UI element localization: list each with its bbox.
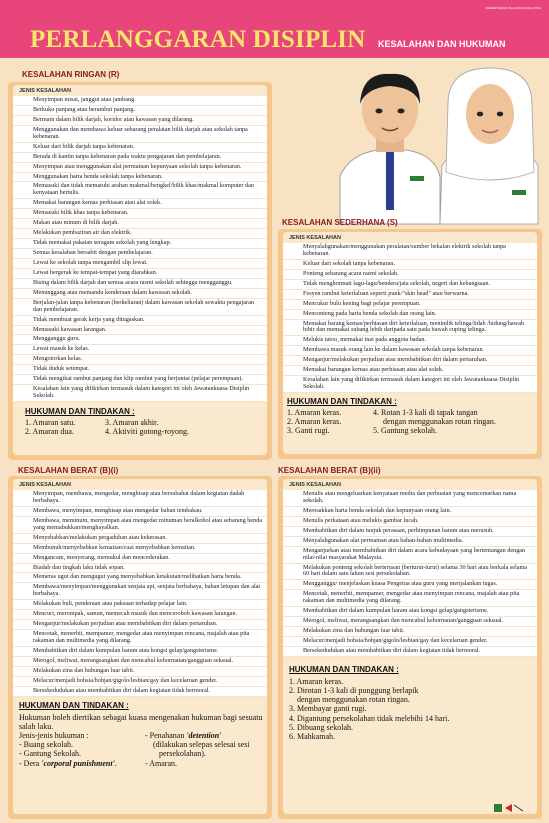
sederhana-list-item: Keluar dari sekolah tanpa kebenaran. [283, 260, 537, 270]
berat-i-list-item: Melakukan buli, penderaan atau paksaan terhadap pelajar lain. [13, 600, 267, 610]
ringan-jenis-label: JENIS KESALAHAN [19, 88, 71, 94]
sederhana-list-item: Membawa masuk orang lain ke dalam kawasan sekolah tanpa kebenaran. [283, 346, 537, 356]
berat-i-hukuman-item: (dilakukan selepas selesai sesi [153, 740, 250, 750]
sederhana-list-item: Kesalahan lain yang difikirkan termasuk dalam kategori ini oleh Jawatankuasa Disiplin Sekolah. [283, 376, 537, 393]
ringan-list-item: Memakai barangan kemas perhiasan atau alat solek. [13, 199, 267, 209]
berat-i-list-item: Menyimpan, membawa, mengedar, menghisap atau bersubahat dalam kegiatan dadah berbahaya. [13, 490, 267, 507]
berat-ii-list [283, 490, 537, 657]
corporal-punishment-text: 'corporal punishment' [41, 758, 115, 768]
ringan-list-item: Memasuki kawasan larangan. [13, 326, 267, 336]
sederhana-hukuman-item: 5. Gantung sekolah. [373, 426, 437, 436]
berat-ii-panel [278, 476, 542, 819]
ringan-list-item: Menyimpan misai, janggut atau jambang. [13, 96, 267, 106]
ringan-list-item: Lewat bergerak ke tempat-tempat yang diarahkan. [13, 269, 267, 279]
dera-label: - Dera [19, 758, 40, 768]
berat-i-inner [13, 479, 267, 814]
sederhana-list-item: Ponteng sebarang acara rasmi sekolah. [283, 270, 537, 280]
berat-ii-list-item: Melacur/menjadi bohsia/bohjan/gigolo/lesbian/gay dan kecelaruan gender. [283, 637, 537, 647]
ringan-hukuman-item: 4. Aktiviti gotong-royong. [105, 427, 189, 437]
berat-i-list-item: Merogol, meliwat, merangsangkan dan mencabul kehormatan/gangguan seksual. [13, 657, 267, 667]
berat-ii-list-item: Menulis perkataan atau melukis gambar lucah. [283, 517, 537, 527]
berat-ii-list-item: Menulis atau mengeluarkan kenyataan media dan perbuatan yang mencemarkan nama sekolah. [283, 490, 537, 507]
berat-ii-hukuman-item: 5. Dibuang sekolah. [289, 722, 353, 732]
berat-ii-list-item: Mencetak, menerbit, mempamer, mengedar atau menyimpan rencana, majalah atau pita rakaman dan multimedia yang dilarang. [283, 590, 537, 607]
ringan-list-item: Bermain dalam bilik darjah, koridor atau kawasan yang dilarang. [13, 116, 267, 126]
ringan-list-item: Menggunakan harta benda sekolah tanpa kebenaran. [13, 173, 267, 183]
sederhana-list-item: Mencukur bulu kening bagi pelajar perempuan. [283, 300, 537, 310]
berat-i-hukuman-title: HUKUMAN DAN TINDAKAN : [19, 700, 129, 710]
berat-ii-hukuman-item: 4. Digantung persekolahan tidak melebihi 14 hari. [289, 713, 450, 723]
berat-i-hukuman-item: - Dera 'corporal punishment'. [19, 758, 117, 768]
berat-ii-list-item: Melakukan ponteng sekolah berterusan (berturut-turut) selama 30 hari atau berkala selama 60 hari dalam satu tahun sesi persekolahan. [283, 564, 537, 581]
ringan-list-item: Tidak mengikat rambut panjang dan klip rambut yang berjuntai (pelajar perempuan). [13, 375, 267, 385]
berat-ii-hukuman-item: 1. Amaran keras. [289, 676, 344, 686]
sederhana-inner [283, 232, 537, 454]
berat-i-hukuman-item: persekolahan). [159, 749, 206, 759]
ringan-hukuman-item: 3. Amaran akhir. [105, 418, 159, 427]
berat-i-hukuman-intro: Hukuman boleh diertikan sebagai kuasa mengenakan hukuman bagi sesuatu salah laku. [19, 712, 263, 731]
ringan-title: KESALAHAN RINGAN (R) [22, 70, 120, 79]
ringan-list-item: Berjalan-jalan tanpa kebenaran (berkeliaran) dalam kawasan sekolah sewaktu pengajaran dan pembelajaran. [13, 299, 267, 316]
sederhana-panel [278, 229, 542, 459]
ringan-list-item: Bising dalam bilik darjah dan semua acara rasmi sekolah sehingga mengganggu. [13, 279, 267, 289]
berat-ii-hukuman-list [289, 677, 537, 741]
berat-i-list [13, 490, 267, 697]
berat-ii-hukuman [283, 657, 537, 741]
berat-i-list-item: Menganjur/melakukan perjudian atau membabitkan diri dalam pertaruhan. [13, 620, 267, 630]
sederhana-hukuman-item: 4. Rotan 1-3 kali di tapak tangan [373, 408, 478, 417]
students-illustration [290, 64, 540, 226]
sederhana-list-item: Memakai barang kemas/perhiasan diri keterlaluan, menindik telinga/lidah /hidung/bawah bibir dan memakai subang lebih daripada satu pada bawah cuping telinga. [283, 320, 537, 337]
sederhana-list-item: Menganjur/melakukan perjudian atau membabitkan diri dalam pertaruhan. [283, 356, 537, 366]
sederhana-jenis-label: JENIS KESALAHAN [289, 235, 341, 241]
berat-i-list-item: Mengancam, menyerang, memukul dan mencederakan. [13, 554, 267, 564]
ringan-list-item: Memasuki dan tidak mematuhi arahan makmal/bengkel/bilik khas/makmal komputer dan kenyataan bertulis. [13, 182, 267, 199]
ringan-list-item: Menggunakan dan membawa keluar sebarang peralatan bilik darjah atau sekolah tanpa kebenaran. [13, 126, 267, 143]
header-banner [0, 0, 549, 58]
berat-i-list-item: Biadab dan tingkah laku tidak sopan. [13, 564, 267, 574]
berat-i-list-item: Membunuh/menyebabkan kematian/cuai menyebabkan kematian. [13, 544, 267, 554]
berat-ii-list-item: Mengganggu/ menjelaskan kuasa Pengetua atau guru yang menjalankan tugas. [283, 580, 537, 590]
berat-i-panel [8, 476, 272, 819]
berat-i-hukuman [13, 697, 267, 768]
ringan-list-item: Menyimpan atau menggunakan alat permainan kepunyaan sekolah tanpa kebenaran. [13, 163, 267, 173]
berat-ii-list-item: Membabitkan diri dalam kumpulan haram atau kongsi gelap/gangsterisme. [283, 607, 537, 617]
sederhana-hukuman-item: dengan menggunakan rotan ringan. [383, 417, 496, 427]
sederhana-list-item: Tidak menghormati lagu-lagu/bendera/jata sekolah, negeri dan kebangsaan. [283, 280, 537, 290]
ringan-list-item: Semua kesalahan bersabit dengan pembelajaran. [13, 249, 267, 259]
berat-i-list-item: Membawa, meminum, menyimpan atau mengedar minuman beralkohol atau sebarang benda yang memabukkan/menghayalkan. [13, 517, 267, 534]
boy-student-icon [340, 74, 440, 224]
ringan-list-item: Mengganggu guru. [13, 335, 267, 345]
girl-student-icon [440, 68, 538, 224]
ringan-list-item: Tidak membuat gerak kerja yang ditugaskan. [13, 316, 267, 326]
sederhana-list-item: Fesyen rambut keterlaluan seperti punk/"skin head" atau berwarna. [283, 290, 537, 300]
berat-i-list-item: Mencuri, merompak, samun, memecah masuk dan mencerobob kawasan larangan. [13, 610, 267, 620]
ringan-list-item: Keluar dari bilik darjah tanpa kebenaran. [13, 143, 267, 153]
berat-ii-hukuman-item: dengan menggunakan rotan ringan. [289, 695, 410, 705]
berat-i-list-item: Menyebabkan/melakukan pergaduhan atau kekerasan. [13, 534, 267, 544]
ringan-list-item: Memasuki bilik khas tanpa kebenaran. [13, 209, 267, 219]
ringan-hukuman [13, 402, 267, 436]
berat-i-hukuman-item: - Amaran. [145, 758, 177, 768]
berat-i-title: KESALAHAN BERAT (B)(i) [18, 466, 119, 475]
sederhana-list-item: Memakai barangan kemas atau perhiasan atau alat solek. [283, 366, 537, 376]
penahanan-label: - Penahanan [145, 731, 185, 740]
berat-ii-list-item: Menganjurkan atau membabitkan diri dalam acara kebudayaan yang bertentangan dengan nilai-nilai masyarakat Malaysia. [283, 547, 537, 564]
sederhana-hukuman-item: 1. Amaran keras. [287, 408, 342, 417]
berat-i-list-item: Memeras ugut dan mengugut yang menyebabkan ketakutan/melibatkan harta benda. [13, 573, 267, 583]
sederhana-list-item: Menyalahgunakan/menggunakan peralatan/sumber bekalan elektrik sekolah tanpa kebenaran. [283, 243, 537, 260]
sederhana-list-item: Menconteng pada harta benda sekolah dan orang lain. [283, 310, 537, 320]
sederhana-title: KESALAHAN SEDERHANA (S) [282, 218, 398, 227]
berat-ii-list-item: Merogol, meliwat, merangsangkan dan mencabul kehormatan/gangguan seksual. [283, 617, 537, 627]
sederhana-list [283, 243, 537, 393]
sederhana-list-item: Melukis tatoo, memakai inai pada anggota badan. [283, 336, 537, 346]
ringan-hukuman-item: 2. Amaran dua. [25, 427, 74, 437]
berat-ii-hukuman-item: 2. Dirotan 1-3 kali di punggung berlapik [289, 686, 419, 696]
page-subtitle: KESALAHAN DAN HUKUMAN [378, 39, 506, 49]
header-tiny-text: KEMENTERIAN PELAJARAN MALAYSIA [485, 6, 541, 10]
ringan-list-item: Berada di kantin tanpa kebenaran pada waktu pengajaran dan pembelajaran. [13, 153, 267, 163]
berat-ii-list-item: Menyalahgunakan alat permainan atau bahan-bahan multimedia. [283, 537, 537, 547]
sederhana-hukuman-item: 2. Amaran keras. [287, 417, 342, 427]
berat-ii-inner [283, 479, 537, 814]
berat-i-hukuman-item [145, 731, 250, 740]
ringan-list-item: Mengotorkan kelas. [13, 355, 267, 365]
berat-i-list-item: Membawa, menyimpan, menghisap atau mengedar bahan tembakau. [13, 507, 267, 517]
berat-ii-list-item: Membabitkan diri dalam tunjuk perasaan, perhimpunan haram atau merusuh. [283, 527, 537, 537]
berat-ii-list-item: Melakukan zina dan hubungan luar tabii. [283, 627, 537, 637]
ringan-list-item: Makan atau minum di bilik darjah. [13, 219, 267, 229]
sederhana-hukuman-title: HUKUMAN DAN TINDAKAN : [287, 397, 397, 406]
ringan-hukuman-item: 1. Amaran satu. [25, 418, 76, 427]
berat-i-list-item: Mencetak, menerbit, mempamer, mengedar atau menyimpan rencana, majalah atau pita rakaman dan multimedia yang dilarang. [13, 630, 267, 647]
ringan-list-item: Melakukan pembaziran air dan elektrik. [13, 229, 267, 239]
ringan-list-item: Tidak memakai pakaian seragam sekolah yang lengkap. [13, 239, 267, 249]
berat-i-list-item: Melacur/menjadi bohsia/bohjan/gigolo/lesbian/gay dan kecelaruan gender. [13, 677, 267, 687]
berat-ii-jenis-label: JENIS KESALAHAN [289, 482, 341, 488]
berat-i-list-item: Melakukan zina dan hubungan luar tabii. [13, 667, 267, 677]
ringan-list-item: Berkuku panjang atau berambut panjang. [13, 106, 267, 116]
berat-i-hukuman-item: - Buang sekolah. [19, 740, 73, 750]
berat-i-list-item: Bersekedudukan atau membabitkan diri dalam kegiatan tidak bermoral. [13, 687, 267, 697]
ringan-panel [8, 82, 272, 460]
page-title: PERLANGGARAN DISIPLIN [30, 26, 366, 53]
berat-i-jenis-label: JENIS KESALAHAN [19, 482, 71, 488]
ringan-list [13, 96, 267, 402]
berat-ii-list-item: Bersekedudukan atau membabitkan diri dalam kegiatan tidak bermoral. [283, 647, 537, 657]
ringan-hukuman-title: HUKUMAN DAN TINDAKAN : [25, 407, 135, 416]
berat-i-jenis-hukuman: Jenis-jenis hukuman : [19, 731, 89, 740]
berat-ii-list-item: Merosakkan harta benda sekolah dan kepunyaan orang lain. [283, 507, 537, 517]
berat-ii-hukuman-item: 6. Mahkamah. [289, 732, 335, 741]
ringan-list-item: Lewat ke sekolah tanpa mengambil slip lewat. [13, 259, 267, 269]
berat-i-list-item: Membabitkan diri dalam kumpulan haram atau kongsi gelap/gangsterisme. [13, 647, 267, 657]
ringan-list-item: Kesalahan lain yang difikirkan termasuk dalam kategori ini oleh Jawatankuasa Disiplin Sekolah. [13, 385, 267, 402]
ringan-list-item: Lewat masuk ke kelas. [13, 345, 267, 355]
berat-ii-title: KESALAHAN BERAT (B)(ii) [278, 466, 381, 475]
publisher-logo-icon [494, 803, 524, 813]
ringan-list-item: Tidak duduk setempat. [13, 365, 267, 375]
detention-text: 'detention' [186, 731, 222, 740]
sederhana-hukuman [283, 393, 537, 436]
berat-i-hukuman-item: - Gantung Sekolah. [19, 749, 81, 759]
berat-i-list-item: Membawa/menyimpan/menggunakan senjata api, senjata berbahaya, bahan letupan dan alat berbahaya. [13, 583, 267, 600]
berat-ii-hukuman-title: HUKUMAN DAN TINDAKAN : [289, 664, 399, 674]
berat-ii-hukuman-item: 3. Membayar ganti rugi. [289, 704, 367, 714]
ringan-list-item: Menunggang atau memandu kenderaan dalam kawasan sekolah. [13, 289, 267, 299]
ringan-inner [13, 85, 267, 455]
sederhana-hukuman-item: 3. Ganti rugi. [287, 426, 330, 436]
